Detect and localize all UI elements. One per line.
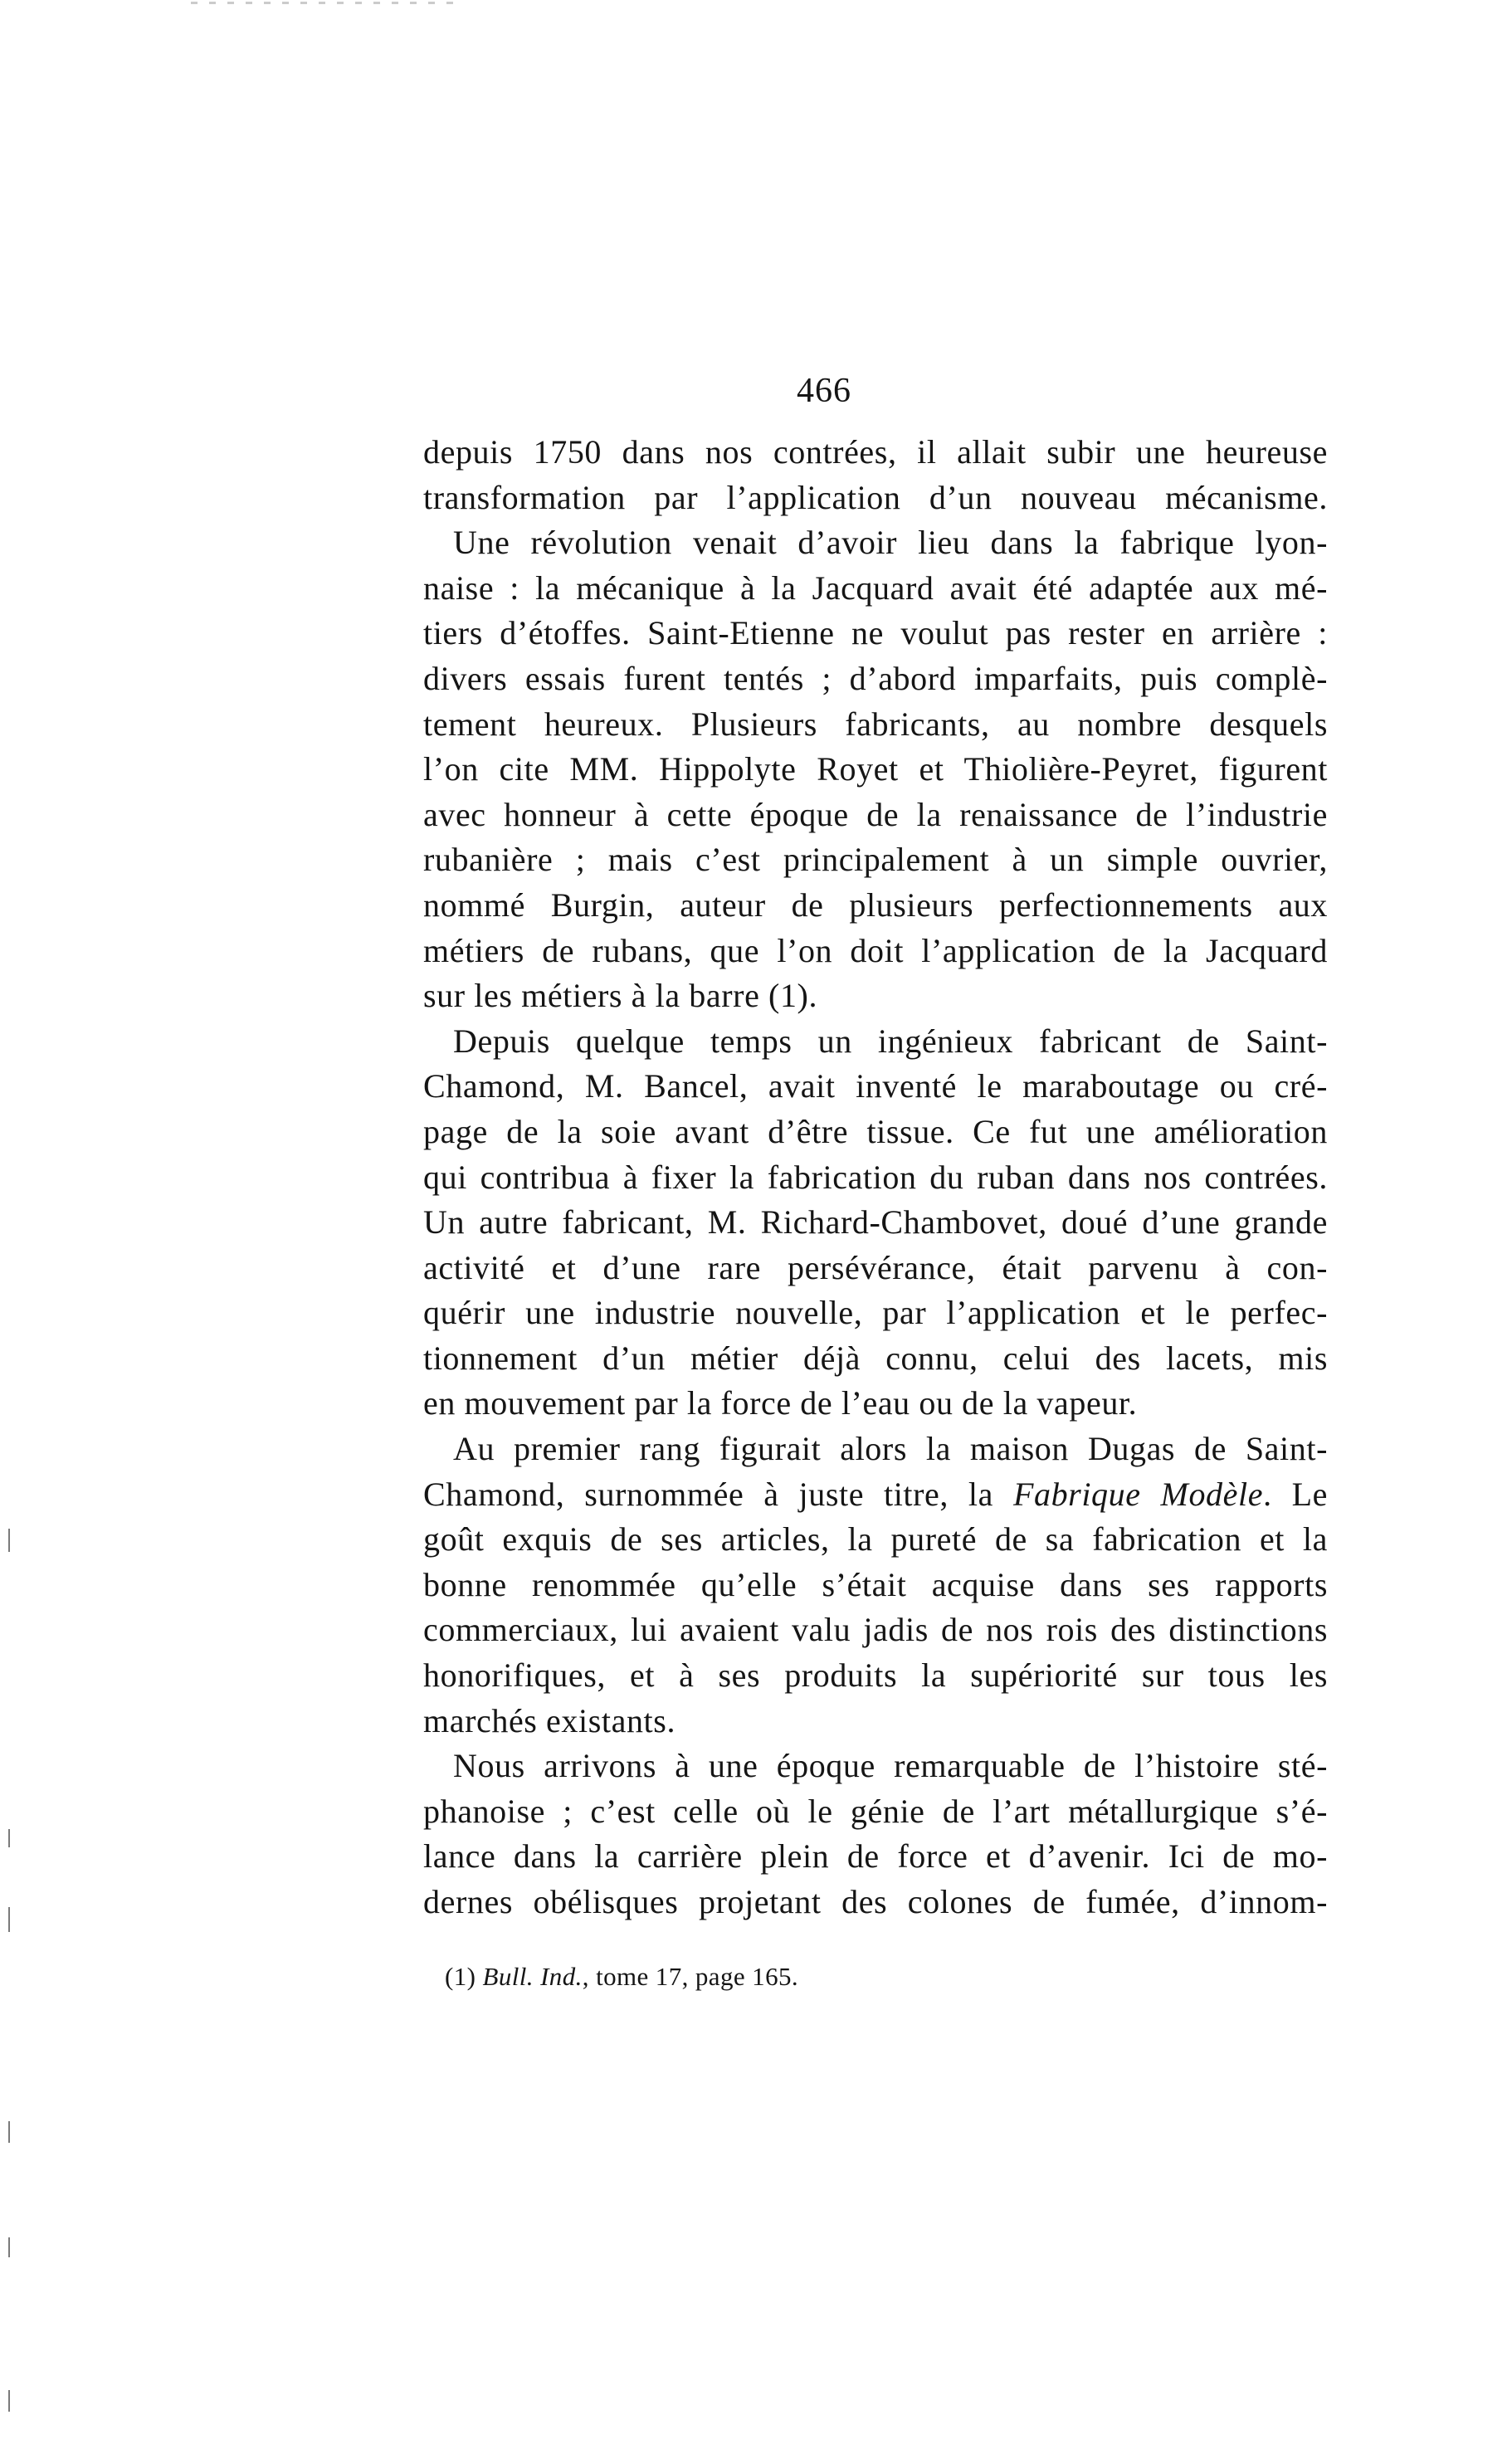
text-line: activité et d’une rare persévérance, était parvenu à con- [423,1248,1328,1286]
text-line: bonne renommée qu’elle s’était acquise dans ses rapports [423,1565,1328,1603]
body-text [423,430,1328,1925]
text-line: lance dans la carrière plein de force et d’avenir. Ici de mo- [423,1837,1328,1876]
text-line: page de la soie avant d’être tissue. Ce fut une amélioration [423,1112,1328,1150]
scan-margin-mark [8,1829,10,1847]
text-line: goût exquis de ses articles, la pureté de sa fabrication et la [423,1520,1328,1559]
text-line: honorifiques, et à ses produits la supériorité sur tous les [423,1656,1328,1695]
text-line: quérir une industrie nouvelle, par l’application et le perfec- [423,1294,1328,1332]
text-line: nommé Burgin, auteur de plusieurs perfectionnements aux [423,885,1328,924]
text-line: Nous arrivons à une époque remarquable de l’histoire sté- [453,1747,1328,1785]
text-line: marchés existants. [423,1701,676,1739]
text-line: transformation par l’application d’un nouveau mécanisme. [423,478,1328,516]
text-segment: Chamond, surnommée à juste titre, la [423,1475,1013,1513]
page-number: 466 [797,372,851,410]
footnote-title: Bull. Ind. [482,1962,583,1991]
text-line: l’on cite MM. Hippolyte Royet et Thiolière-Peyret, figurent [423,750,1328,788]
scan-noise-top [191,2,456,4]
text-line: Un autre fabricant, M. Richard-Chambovet, doué d’une grande [423,1203,1328,1242]
footnote-reference: , tome 17, page 165. [582,1962,799,1991]
text-line: avec honneur à cette époque de la renaissance de l’industrie [423,795,1328,833]
text-line: Au premier rang figurait alors la maison Dugas de Saint- [453,1430,1328,1468]
text-line: phanoise ; c’est celle où le génie de l’art métallurgique s’é- [423,1792,1328,1830]
text-line: rubanière ; mais c’est principalement à un simple ouvrier, [423,841,1328,879]
scan-margin-mark [8,1529,10,1552]
text-line [423,1472,1328,1518]
scan-margin-mark [8,2121,10,2143]
text-line: Chamond, M. Bancel, avait inventé le maraboutage ou cré- [423,1067,1328,1105]
text-line: dernes obélisques projetant des colones de fumée, d’innom- [423,1883,1328,1920]
scan-margin-mark [8,2237,10,2257]
footnote-marker: (1) [445,1962,476,1991]
text-line: naise : la mécanique à la Jacquard avait été adaptée aux mé- [423,568,1328,607]
footnote [445,1960,798,1993]
text-line: métiers de rubans, que l’on doit l’application de la Jacquard [423,931,1328,969]
text-line: tiers d’étoffes. Saint-Etienne ne voulut pas rester en arrière : [423,614,1328,652]
text-line: divers essais furent tentés ; d’abord imparfaits, puis complè- [423,659,1328,697]
text-line: Une révolution venait d’avoir lieu dans la fabrique lyon- [453,524,1328,562]
italic-title: Fabrique Modèle [1012,1475,1264,1513]
text-line: depuis 1750 dans nos contrées, il allait subir une heureuse [423,433,1328,471]
text-line: en mouvement par la force de l’eau ou de la vapeur. [423,1384,1138,1422]
text-line: tionnement d’un métier déjà connu, celui des lacets, mis [423,1339,1328,1377]
text-line: Depuis quelque temps un ingénieux fabricant de Saint- [453,1022,1328,1060]
text-segment: . Le [1263,1475,1328,1513]
text-line: sur les métiers à la barre (1). [423,977,818,1015]
text-line: qui contribua à fixer la fabrication du ruban dans nos contrées. [423,1158,1328,1196]
scan-margin-mark [8,1907,10,1932]
text-line: commerciaux, lui avaient valu jadis de nos rois des distinctions [423,1611,1328,1649]
scan-margin-mark [8,2390,10,2412]
text-line: tement heureux. Plusieurs fabricants, au nombre desquels [423,705,1328,743]
